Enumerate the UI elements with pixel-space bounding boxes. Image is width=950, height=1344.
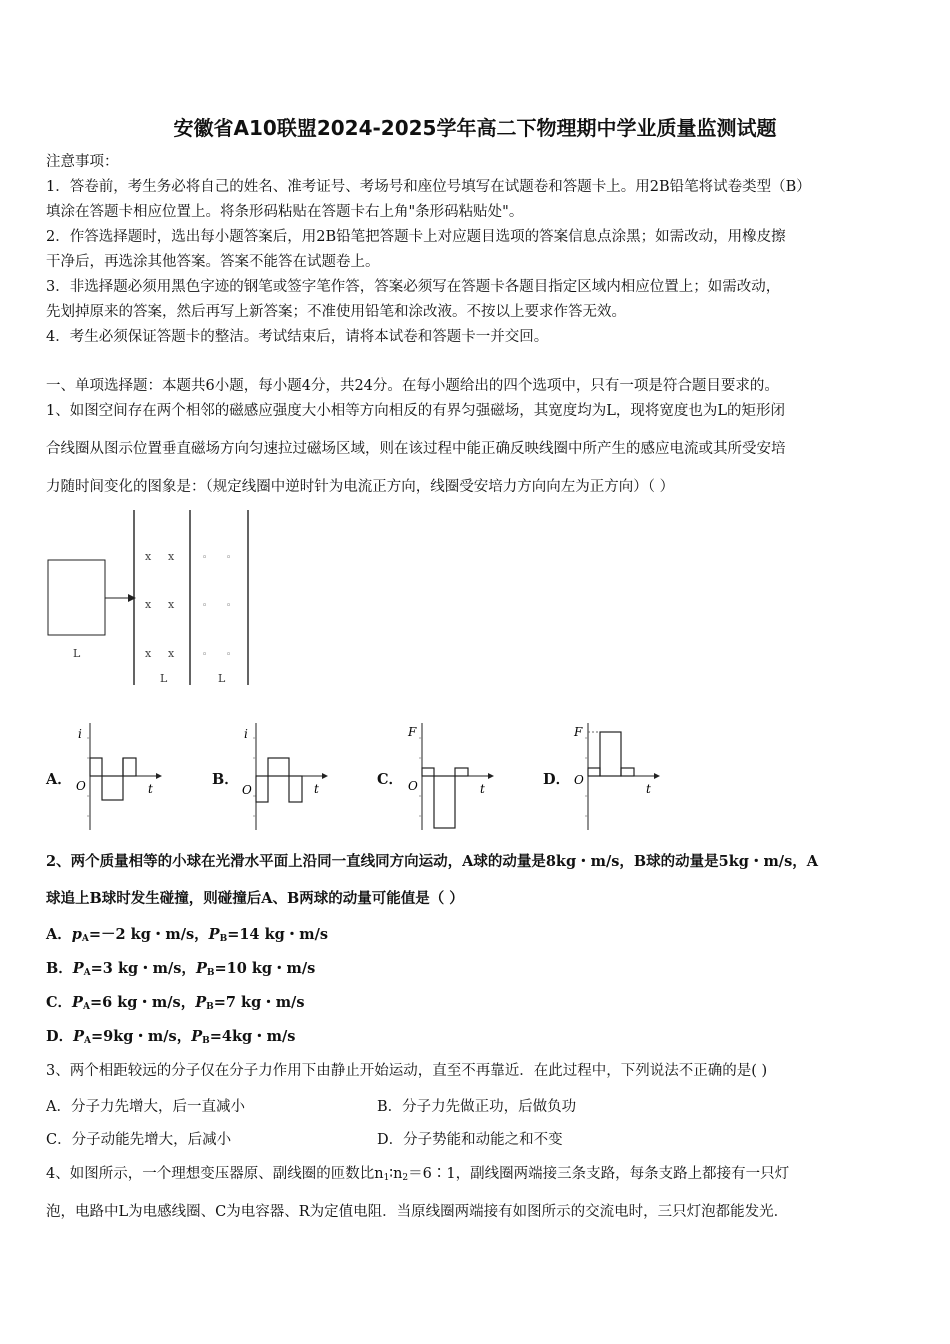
- notice-line: 先划掉原来的答案，然后再写上新答案；不准使用铅笔和涂改液。不按以上要求作答无效。: [46, 304, 626, 320]
- field-width-label: L: [160, 672, 168, 685]
- section-heading: 一、单项选择题：本题共6小题，每小题4分，共24分。在每小题给出的四个选项中，只有一项是符合题目要求的。: [46, 378, 779, 394]
- question-2-option-d: D．$P_A=9kg$・m/s，$P_B=4kg$・m/s: [46, 1028, 296, 1046]
- question-2-line: 球追上B球时发生碰撞，则碰撞后A、B两球的动量可能值是（ ）: [46, 890, 464, 907]
- coil-width-label: L: [73, 647, 81, 660]
- magnetic-field-figure: [40, 505, 270, 695]
- field-out-of-page-mark: ◦: [226, 601, 232, 611]
- field-out-of-page-mark: ◦: [226, 650, 232, 660]
- question-3-option-d: D．分子势能和动能之和不变: [377, 1132, 563, 1148]
- y-axis-label: F: [574, 725, 583, 739]
- field-into-page-mark: x: [168, 647, 175, 660]
- origin-label: O: [242, 783, 252, 797]
- field-out-of-page-mark: ◦: [202, 601, 208, 611]
- option-d-label: D．: [543, 771, 571, 788]
- notice-line: 4．考生必须保证答题卡的整洁。考试结束后，请将本试卷和答题卡一并交回。: [46, 329, 549, 345]
- question-1-line: 力随时间变化的图象是：（规定线圈中逆时针为电流正方向，线圈受安培力方向向左为正方向）（ ）: [46, 479, 675, 495]
- origin-label: O: [574, 773, 584, 787]
- page-title: 安徽省A10联盟2024-2025学年高二下物理期中学业质量监测试题: [173, 116, 777, 140]
- coil-rectangle: [48, 560, 105, 635]
- notice-line: 2．作答选择题时，选出每小题答案后，用2B铅笔把答题卡上对应题目选项的答案信息点涂黑；如需改动，用橡皮擦: [46, 229, 786, 245]
- field-into-page-mark: x: [168, 598, 175, 611]
- field-out-of-page-mark: ◦: [202, 553, 208, 563]
- question-3-option-c: C．分子动能先增大，后减小: [46, 1132, 232, 1148]
- x-axis-label: t: [314, 782, 319, 796]
- notice-line: 干净后，再选涂其他答案。答案不能答在试题卷上。: [46, 254, 380, 270]
- y-axis-label: i: [78, 727, 82, 741]
- option-b-graph: [236, 718, 336, 833]
- question-4-line: 4、如图所示，一个理想变压器原、副线圈的匝数比$n_1∶n_2=6∶1$，副线圈两端接三条支路，每条支路上都接有一只灯: [46, 1166, 790, 1183]
- notice-line: 3．非选择题必须用黑色字迹的钢笔或签字笔作答，答案必须写在答题卡各题目指定区域内相应位置上；如需改动，: [46, 279, 781, 295]
- question-2-line: 2、两个质量相等的小球在光滑水平面上沿同一直线同方向运动，A球的动量是8kg・m/s，B球的动量是5kg・m/s，A: [46, 853, 818, 870]
- option-a-label: A．: [46, 771, 72, 788]
- field-into-page-mark: x: [145, 647, 152, 660]
- origin-label: O: [408, 779, 418, 793]
- option-d-graph: [568, 718, 668, 833]
- option-a-graph: [70, 718, 170, 833]
- field-out-of-page-mark: ◦: [202, 650, 208, 660]
- y-axis-label: F: [408, 725, 417, 739]
- question-1-line: 合线圈从图示位置垂直磁场方向匀速拉过磁场区域，则在该过程中能正确反映线圈中所产生的感应电流或其所受安培: [46, 441, 786, 457]
- y-axis-label: i: [244, 727, 248, 741]
- field-into-page-mark: x: [145, 550, 152, 563]
- x-axis-label: t: [480, 782, 485, 796]
- option-c-label: C．: [377, 771, 404, 788]
- question-1-line: 1、如图空间存在两个相邻的磁感应强度大小相等方向相反的有界匀强磁场，其宽度均为L，现将宽度也为L的矩形闭: [46, 403, 785, 419]
- origin-label: O: [76, 779, 86, 793]
- question-2-option-c: C．$P_A=6$ kg・m/s，$P_B=7$ kg・m/s: [46, 994, 305, 1012]
- field-into-page-mark: x: [168, 550, 175, 563]
- question-2-option-a: A．$p_A=-2$ kg・m/s，$P_B=14$ kg・m/s: [46, 926, 329, 944]
- question-2-option-b: B．$P_A=3$ kg・m/s，$P_B=10$ kg・m/s: [46, 960, 316, 978]
- question-4-line: 泡，电路中L为电感线圈、C为电容器、R为定值电阻．当原线圈两端接有如图所示的交流电时，三只灯泡都能发光．: [46, 1204, 789, 1220]
- x-axis-label: t: [148, 782, 153, 796]
- notice-line: 1．答卷前，考生务必将自己的姓名、准考证号、考场号和座位号填写在试题卷和答题卡上。用2B铅笔将试卷类型（B）: [46, 179, 811, 195]
- notice-heading: 注意事项：: [46, 154, 119, 170]
- notice-line: 填涂在答题卡相应位置上。将条形码粘贴在答题卡右上角"条形码粘贴处"。: [46, 204, 524, 220]
- field-into-page-mark: x: [145, 598, 152, 611]
- question-3-option-a: A．分子力先增大，后一直减小: [46, 1099, 245, 1115]
- option-c-graph: [402, 718, 502, 833]
- question-3-option-b: B．分子力先做正功，后做负功: [377, 1099, 577, 1115]
- field-out-of-page-mark: ◦: [226, 553, 232, 563]
- option-b-label: B．: [212, 771, 239, 788]
- x-axis-label: t: [646, 782, 651, 796]
- question-3-stem: 3、两个相距较远的分子仅在分子力作用下由静止开始运动，直至不再靠近．在此过程中，下列说法不正确的是( ): [46, 1063, 768, 1079]
- arrow-head: [128, 594, 136, 602]
- field-width-label: L: [218, 672, 226, 685]
